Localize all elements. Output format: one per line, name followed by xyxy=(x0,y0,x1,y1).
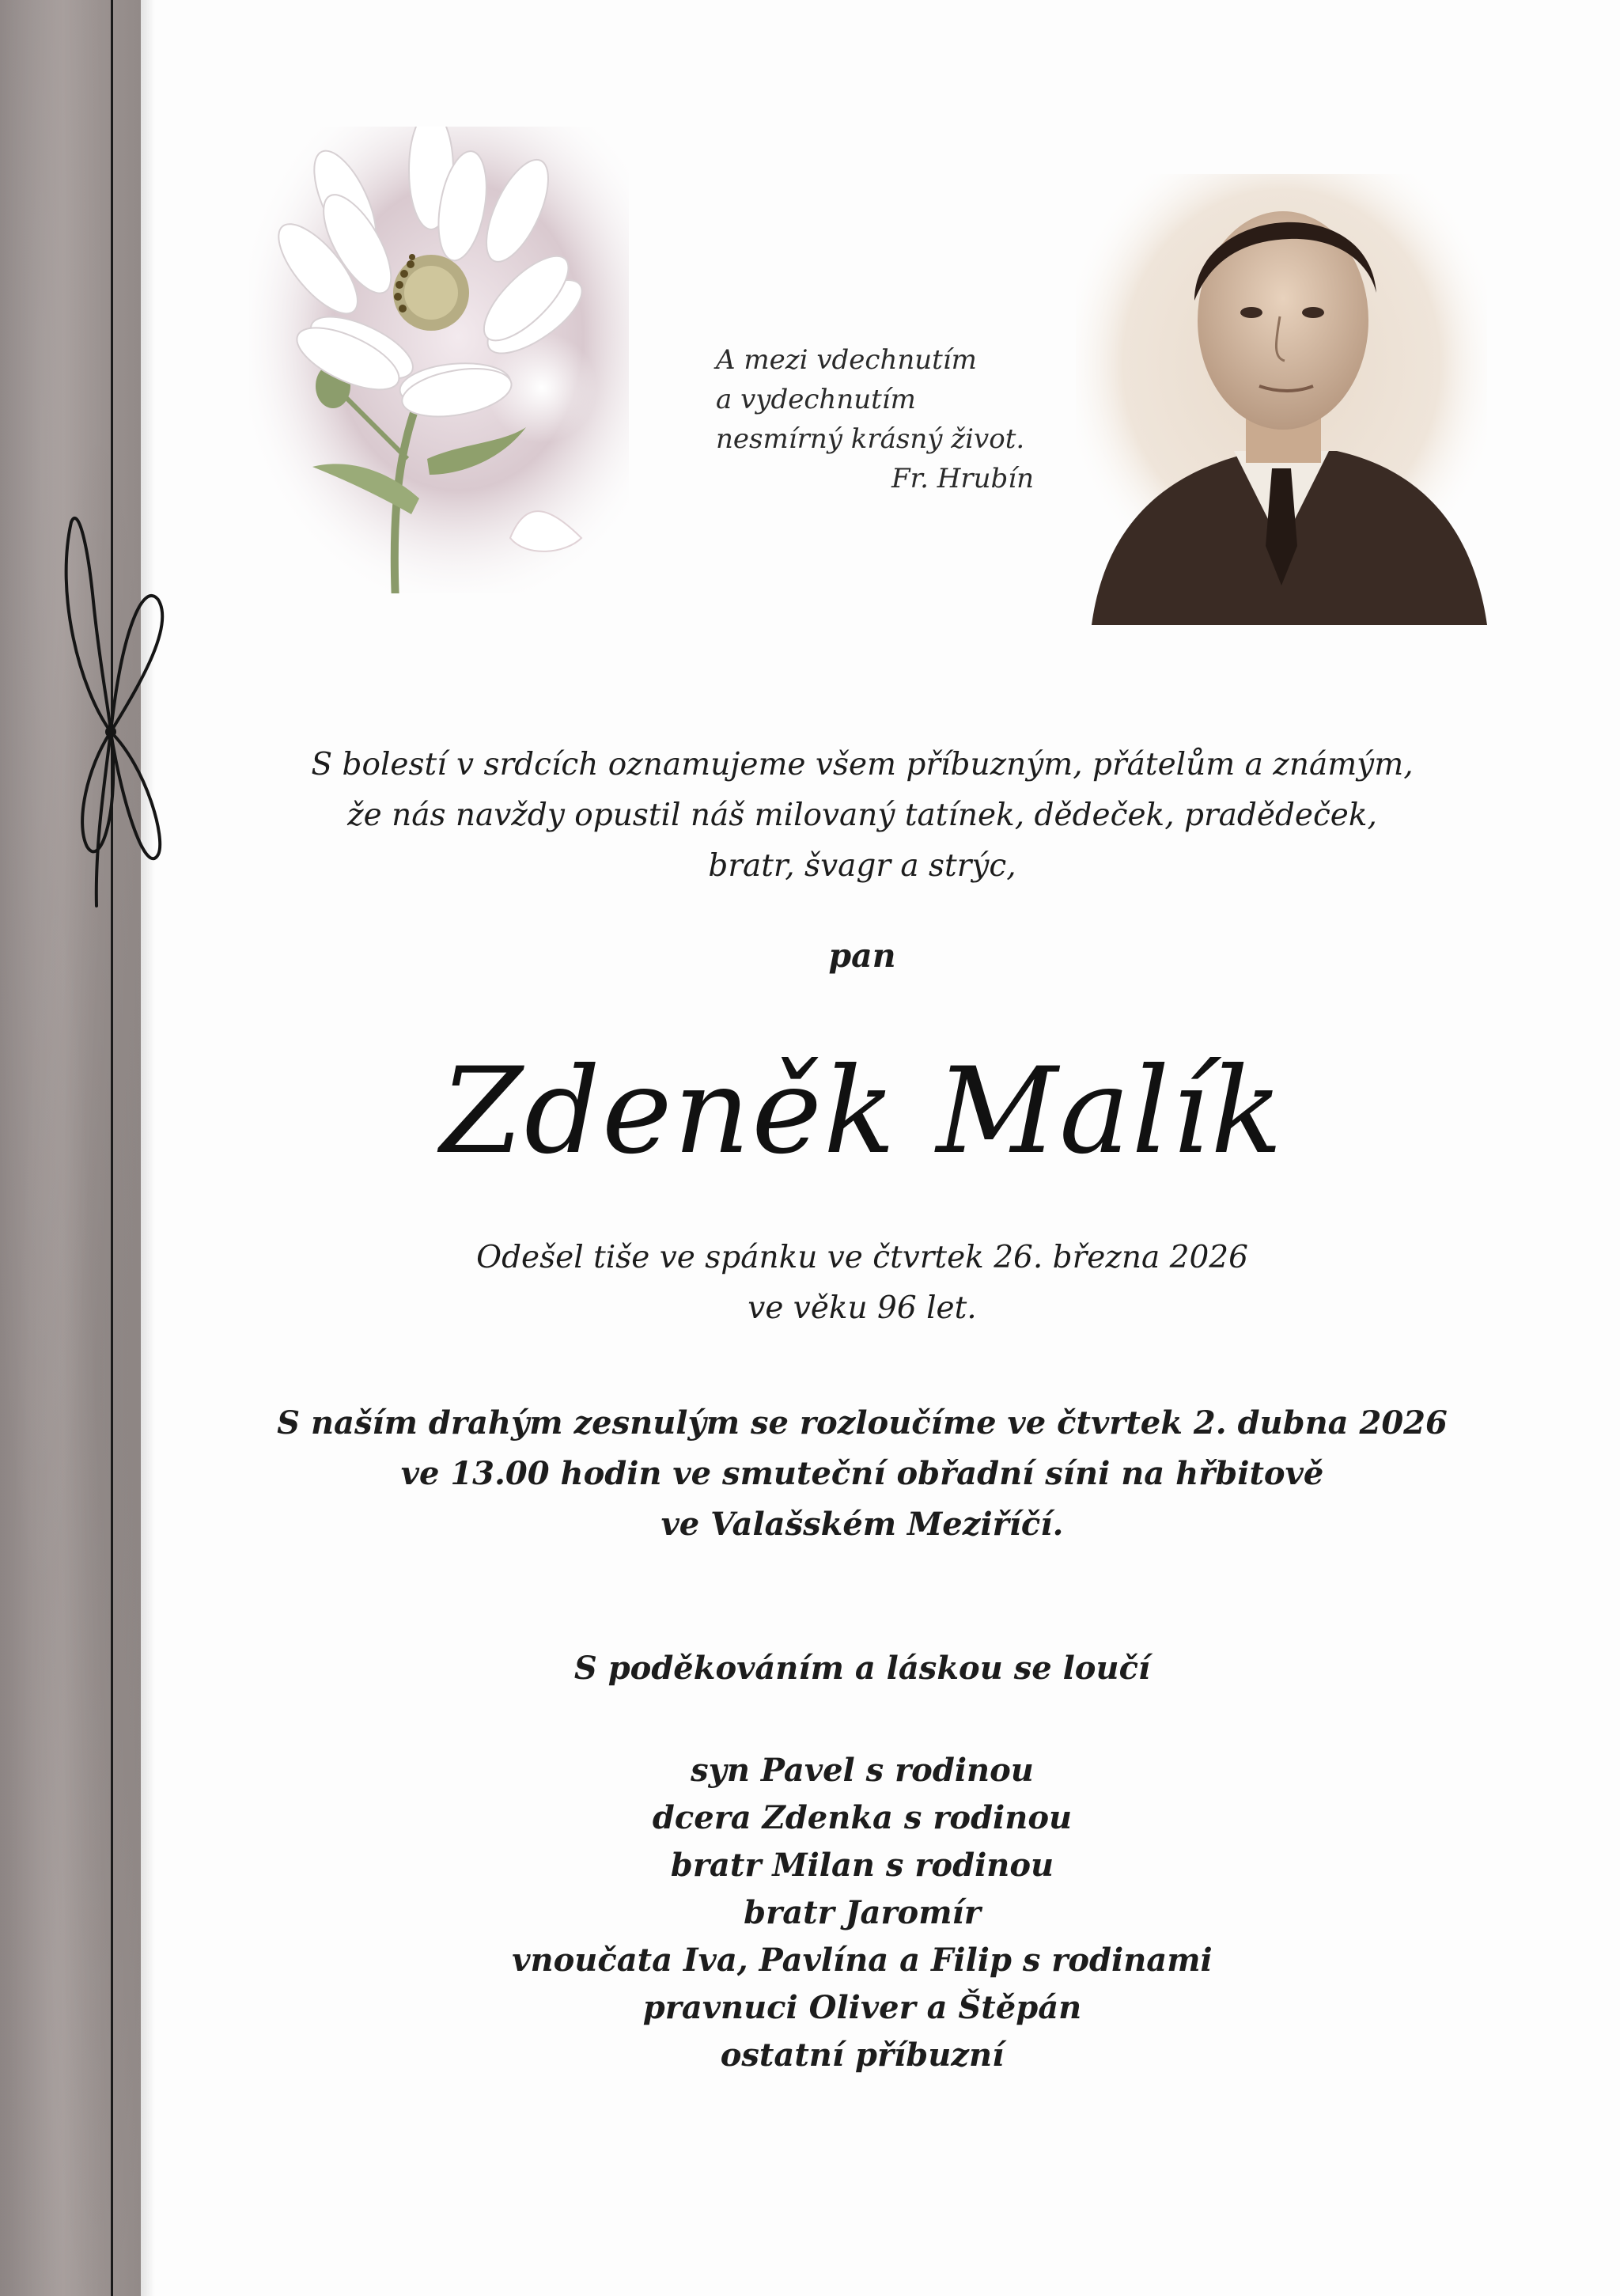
farewell-line: ve 13.00 hodin ve smuteční obřadní síni na hřbitově xyxy=(400,1455,1324,1492)
mourner-item: syn Pavel s rodinou xyxy=(691,1752,1034,1789)
mourners-list xyxy=(261,1747,1463,2079)
deceased-name: Zdeněk Malík xyxy=(440,1043,1285,1180)
mourner-item: vnoučata Iva, Pavlína a Filip s rodinami xyxy=(512,1942,1213,1979)
mourner-item: bratr Milan s rodinou xyxy=(670,1847,1054,1884)
quote-author: Fr. Hrubín xyxy=(891,463,1035,494)
announcement-line: bratr, švagr a strýc, xyxy=(708,848,1016,884)
band-shadow xyxy=(141,0,155,2296)
announcement-text xyxy=(261,740,1463,892)
farewell-ceremony-info xyxy=(261,1398,1463,1550)
thanks-heading: S poděkováním a láskou se loučí xyxy=(573,1650,1151,1687)
deceased-portrait-photo xyxy=(1076,174,1487,625)
ribbon-bow-icon xyxy=(47,506,182,918)
quote-line: a vydechnutím xyxy=(716,384,916,415)
death-notice-line: ve věku 96 let. xyxy=(748,1290,977,1326)
mourner-item: bratr Jaromír xyxy=(744,1894,981,1931)
farewell-line: S naším drahým zesnulým se rozloučíme ve čtvrtek 2. dubna 2026 xyxy=(277,1404,1448,1442)
death-notice xyxy=(261,1233,1463,1334)
mourner-item: ostatní příbuzní xyxy=(720,2036,1005,2074)
ribbon-line xyxy=(111,0,113,2296)
farewell-line: ve Valašském Meziříčí. xyxy=(660,1506,1064,1543)
honorific: pan xyxy=(828,937,896,975)
daisy-flower-image xyxy=(249,127,629,593)
death-notice-line: Odešel tiše ve spánku ve čtvrtek 26. března 2026 xyxy=(476,1240,1248,1275)
decorative-side-band xyxy=(0,0,141,2296)
memorial-quote xyxy=(716,340,1056,498)
announcement-line: S bolestí v srdcích oznamujeme všem příbuzným, přátelům a známým, xyxy=(311,747,1414,782)
quote-line: nesmírný krásný život. xyxy=(716,423,1025,455)
mourner-item: pravnuci Oliver a Štěpán xyxy=(642,1989,1082,2026)
quote-line: A mezi vdechnutím xyxy=(716,344,977,376)
mourner-item: dcera Zdenka s rodinou xyxy=(652,1799,1073,1836)
announcement-line: že nás navždy opustil náš milovaný tatínek, dědeček, pradědeček, xyxy=(347,798,1377,833)
